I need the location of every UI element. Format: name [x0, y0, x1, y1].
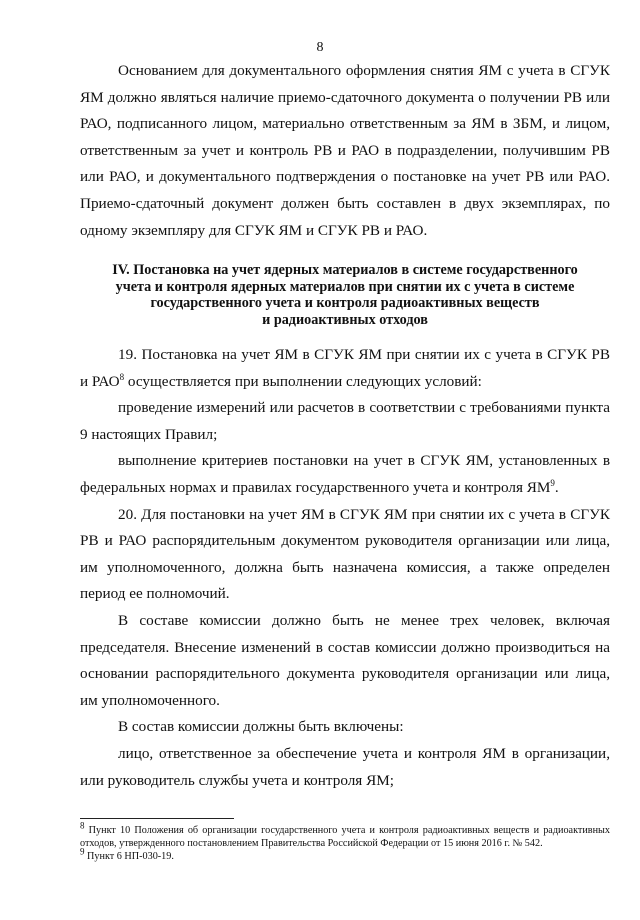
- condition-criteria-text: выполнение критериев постановки на учет в СГУК ЯМ, установленных в федеральных нормах и правилах государственного учета и контроля ЯМ: [80, 452, 610, 496]
- section-heading-line-1: IV. Постановка на учет ядерных материалов в системе государственного: [112, 262, 578, 278]
- paragraph-19-tail: осуществляется при выполнении следующих условий:: [124, 372, 482, 390]
- footnote-ref-9[interactable]: 9: [550, 477, 555, 488]
- condition-criteria-tail: .: [554, 478, 559, 496]
- intro-paragraph: Основанием для документального оформления снятия ЯМ с учета в СГУК ЯМ должно являться наличие приемо-сдаточного документа о получении РВ или РАО, подписанного лицом, материально ответственным за ЯМ в ЗБМ, и лицом, ответственным за учет и контроль РВ и РАО в подразделении, получившим РВ или РАО, и документального подтверждения о постановке на учет РВ или РАО. Приемо-сдаточный документ должен быть составлен в двух экземплярах, по одному экземпляру для СГУК ЯМ и СГУК РВ и РАО.: [80, 62, 610, 239]
- section-heading-line-2: учета и контроля ядерных материалов при снятии их с учета в системе: [115, 278, 575, 295]
- section-body: [80, 342, 610, 794]
- commission-members-intro: В состав комиссии должны быть включены:: [118, 718, 404, 736]
- footnote-8-text: Пункт 10 Положения об организации государственного учета и контроля радиоактивных веществ и радиоактивных отходов, утвержденного постановлением Правительства Российской Федерации от 15 июня 2016 г. № 542.: [80, 825, 610, 849]
- section-heading: [80, 262, 610, 328]
- section-heading-line-3: государственного учета и контроля радиоактивных веществ: [150, 295, 540, 311]
- paragraph-19-text: 19. Постановка на учет ЯМ в СГУК ЯМ при снятии их с учета в СГУК РВ и РАО: [80, 346, 610, 390]
- intro-section: [80, 58, 610, 244]
- page-number: 8: [316, 40, 324, 55]
- commission-member-1: лицо, ответственное за обеспечение учета и контроля ЯМ в организации, или руководитель службы учета и контроля ЯМ;: [80, 744, 610, 789]
- footnote-9-text: Пункт 6 НП-030-19.: [84, 851, 174, 862]
- footnote-9-mark: 9: [80, 846, 85, 857]
- condition-measurements: проведение измерений или расчетов в соответствии с требованиями пункта 9 настоящих Правил;: [80, 399, 610, 443]
- footnote-8: [80, 820, 610, 850]
- paragraph-20: 20. Для постановки на учет ЯМ в СГУК ЯМ при снятии их с учета в СГУК РВ и РАО распорядительным документом руководителя организации или лица, им уполномоченного, должна быть назначена комиссия, а также определен период ее полномочий.: [80, 505, 610, 603]
- footnotes: [80, 820, 610, 863]
- section-heading-line-4: и радиоактивных отходов: [262, 311, 428, 328]
- footnote-divider: [80, 818, 234, 819]
- footnote-9: [80, 846, 610, 863]
- paragraph-19: [80, 342, 610, 395]
- condition-criteria: [80, 448, 610, 501]
- footnote-ref-8[interactable]: 8: [119, 371, 125, 382]
- commission-size-paragraph: В составе комиссии должно быть не менее трех человек, включая председателя. Внесение изменений в состав комиссии должно производиться на основании распорядительного документа руководителя организации или лица, им уполномоченного.: [80, 611, 610, 709]
- footnote-8-mark: 8: [80, 820, 85, 831]
